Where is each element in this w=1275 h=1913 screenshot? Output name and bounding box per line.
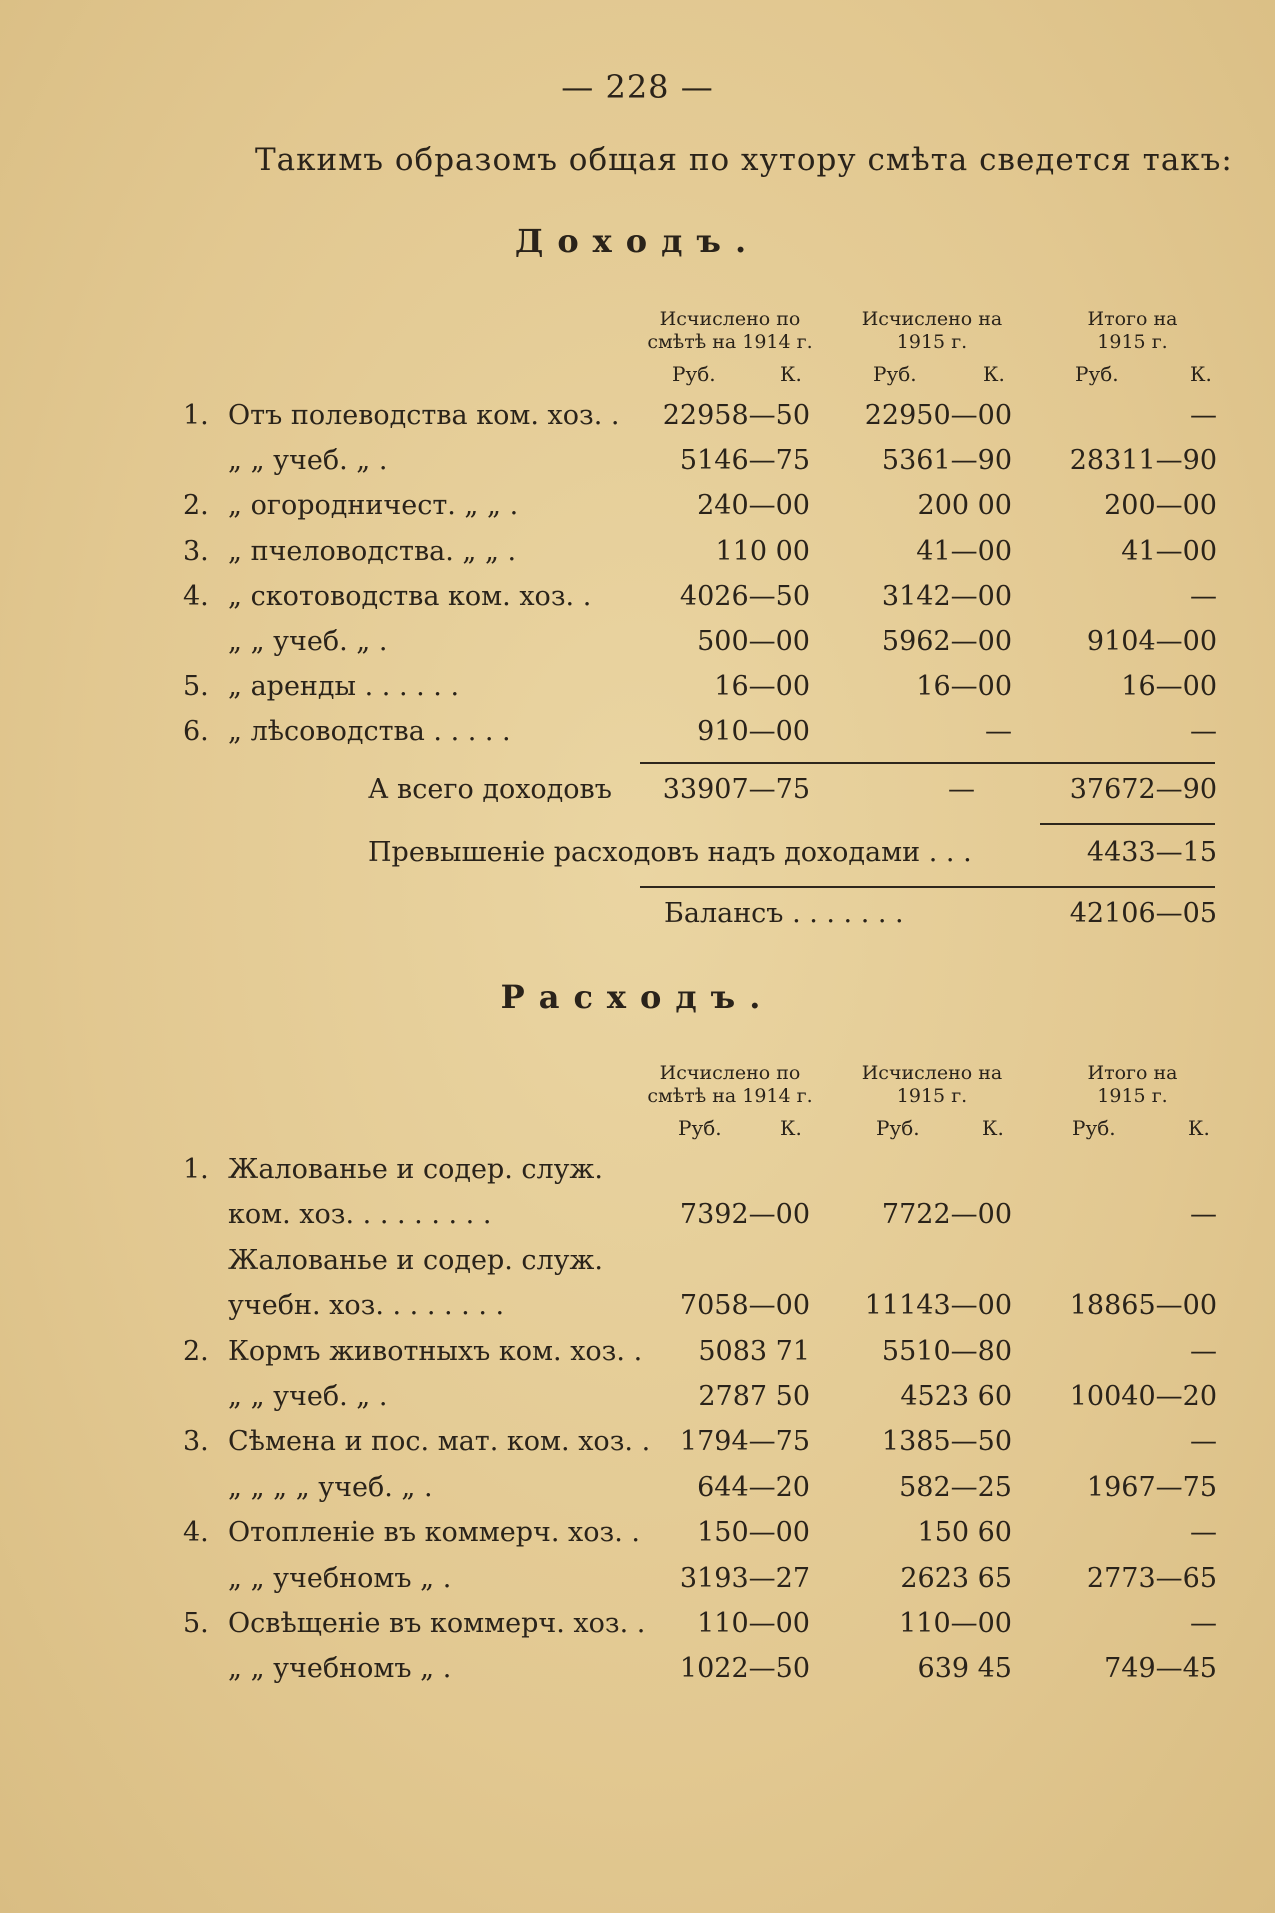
total-1915: 200—00 [1104,490,1217,522]
total-1915: 10040—20 [1069,1381,1217,1412]
income-total-c1: 33907—75 [662,774,810,805]
expense-col1-rub: Руб. [678,1116,722,1140]
row-description: Отъ полеводства ком. хоз. . [228,400,620,431]
value-1915: 150 60 [917,1517,1012,1549]
row-number: 2. [183,490,209,522]
value-1915: 582—25 [899,1471,1012,1503]
expense-col3-rub: Руб. [1072,1116,1116,1140]
expense-col2-header: Исчислено на 1915 г. [861,1062,1003,1107]
value-1915: 7722—00 [881,1199,1012,1231]
value-1915: 22950—00 [864,400,1012,431]
value-1915: 5962—00 [881,626,1012,657]
row-description: „ „ учеб. „ . [228,445,388,477]
expense-heading: Расходъ. [500,978,775,1016]
expense-col3-header: Итого на 1915 г. [1087,1062,1178,1107]
row-description: Жалованье и содер. служ. [228,1244,603,1276]
value-1915: 3142—00 [881,580,1012,612]
value-1914: 110 00 [715,535,810,567]
row-description: Отопленіе въ коммерч. хоз. . [228,1517,640,1549]
value-1915: 200 00 [917,490,1012,522]
value-1914: 150—00 [697,1517,810,1549]
expense-col2-kop: К. [982,1116,1004,1140]
row-description: Сѣмена и пос. мат. ком. хоз. . [228,1426,651,1458]
row-description: ком. хоз. . . . . . . . . [228,1199,492,1231]
row-description: „ „ учебномъ „ . [228,1653,452,1685]
row-description: „ „ учеб. „ . [228,626,388,657]
value-1915: 4523 60 [900,1381,1012,1412]
income-col1-header: Исчислено по смѣтѣ на 1914 г. [647,308,813,353]
table-row [0,536,1275,576]
total-1915: 9104—00 [1086,626,1217,657]
total-1915: — [1190,1608,1217,1639]
total-1915: 1967—75 [1086,1471,1217,1503]
row-description: учебн. хоз. . . . . . . . [228,1290,505,1322]
row-description: Жалованье и содер. служ. [228,1154,603,1185]
row-number: 3. [183,535,209,567]
expense-col1-kop: К. [780,1116,802,1140]
row-number: 6. [183,716,209,748]
expense-col2-rub: Руб. [876,1116,920,1140]
value-1915: 1385—50 [881,1426,1012,1458]
row-description: „ лѣсоводства . . . . . [228,716,511,748]
income-col3-kop: К. [1190,362,1212,386]
value-1914: 7058—00 [679,1290,810,1322]
table-row [0,1426,1275,1466]
value-1914: 22958—50 [662,400,810,431]
total-1915: — [1190,1335,1217,1367]
row-description: „ пчеловодства. „ „ . [228,535,517,567]
total-1915: — [1190,1199,1217,1231]
table-row [0,490,1275,530]
page-number: — 228 — [561,68,714,106]
value-1914: 910—00 [697,716,810,748]
value-1915: 41—00 [916,535,1012,567]
table-row [0,671,1275,711]
table-row [0,1199,1275,1239]
income-total-c3: 37672—90 [1069,774,1217,805]
row-description: „ огородничест. „ „ . [228,490,519,522]
table-row [0,1563,1275,1603]
income-excess-rule [1040,823,1215,825]
table-row [0,1517,1275,1557]
row-description: „ „ „ „ учеб. „ . [228,1471,433,1503]
balance-label: Балансъ . . . . . . . [664,898,904,929]
row-number: 3. [183,1426,209,1458]
value-1914: 5083 71 [698,1335,810,1367]
value-1915: — [985,716,1012,748]
total-1915: 28311—90 [1069,445,1217,477]
income-heading: Доходъ. [514,222,761,260]
row-number: 5. [183,671,209,703]
total-1915: 749—45 [1104,1653,1217,1685]
value-1914: 2787 50 [698,1381,810,1412]
row-number: 5. [183,1608,209,1639]
table-row [0,581,1275,621]
table-row [0,1336,1275,1376]
income-col3-header: Итого на 1915 г. [1087,308,1178,353]
excess-label: Превышеніе расходовъ надъ доходами . . . [368,837,972,868]
row-description: „ скотоводства ком. хоз. . [228,580,592,612]
value-1914: 16—00 [714,671,810,703]
total-1915: — [1190,580,1217,612]
value-1914: 3193—27 [679,1562,810,1594]
value-1914: 7392—00 [679,1199,810,1231]
value-1915: 2623 65 [900,1562,1012,1594]
row-description: Освѣщеніе въ коммерч. хоз. . [228,1608,646,1639]
table-row [0,1653,1275,1693]
row-number: 1. [183,1154,209,1185]
table-row [0,1245,1275,1285]
income-total-label: А всего доходовъ [368,774,612,805]
total-1915: — [1190,400,1217,431]
income-col2-kop: К. [983,362,1005,386]
table-row [0,445,1275,485]
row-number: 1. [183,400,209,431]
total-1915: — [1190,716,1217,748]
table-row [0,1290,1275,1330]
value-1915: 16—00 [916,671,1012,703]
excess-value: 4433—15 [1086,837,1217,868]
income-col3-rub: Руб. [1075,362,1119,386]
table-row [0,716,1275,756]
row-description: „ „ учебномъ „ . [228,1562,452,1594]
table-row [0,1154,1275,1194]
expense-col1-header: Исчислено по смѣтѣ на 1914 г. [647,1062,813,1107]
value-1914: 110—00 [697,1608,810,1639]
value-1914: 500—00 [697,626,810,657]
total-1915: — [1190,1517,1217,1549]
value-1914: 1022—50 [679,1653,810,1685]
intro-sentence: Такимъ образомъ общая по хутору смѣта сведется такъ: [255,142,1233,178]
value-1915: 639 45 [917,1653,1012,1685]
row-description: „ „ учеб. „ . [228,1381,388,1412]
row-number: 2. [183,1335,209,1367]
value-1915: 110—00 [899,1608,1012,1639]
income-total-c2: — [948,774,975,805]
value-1914: 4026—50 [679,580,810,612]
row-number: 4. [183,580,209,612]
total-1915: 41—00 [1121,535,1217,567]
total-1915: 18865—00 [1069,1290,1217,1322]
table-row [0,1472,1275,1512]
value-1914: 1794—75 [679,1426,810,1458]
balance-rule [640,886,1215,888]
income-col2-rub: Руб. [873,362,917,386]
value-1914: 644—20 [697,1471,810,1503]
total-1915: — [1190,1426,1217,1458]
value-1914: 5146—75 [679,445,810,477]
value-1915: 11143—00 [864,1290,1012,1322]
row-description: „ аренды . . . . . . [228,671,460,703]
income-col1-kop: К. [780,362,802,386]
row-description: Кормъ животныхъ ком. хоз. . [228,1335,643,1367]
total-1915: 2773—65 [1086,1562,1217,1594]
value-1914: 240—00 [697,490,810,522]
value-1915: 5510—80 [881,1335,1012,1367]
table-row [0,400,1275,440]
row-number: 4. [183,1517,209,1549]
balance-value: 42106—05 [1069,898,1217,929]
expense-col3-kop: К. [1188,1116,1210,1140]
total-1915: 16—00 [1121,671,1217,703]
table-row [0,1608,1275,1648]
income-col1-rub: Руб. [672,362,716,386]
value-1915: 5361—90 [881,445,1012,477]
table-row [0,626,1275,666]
income-col2-header: Исчислено на 1915 г. [861,308,1003,353]
income-sum-rule [640,762,1215,764]
table-row [0,1381,1275,1421]
